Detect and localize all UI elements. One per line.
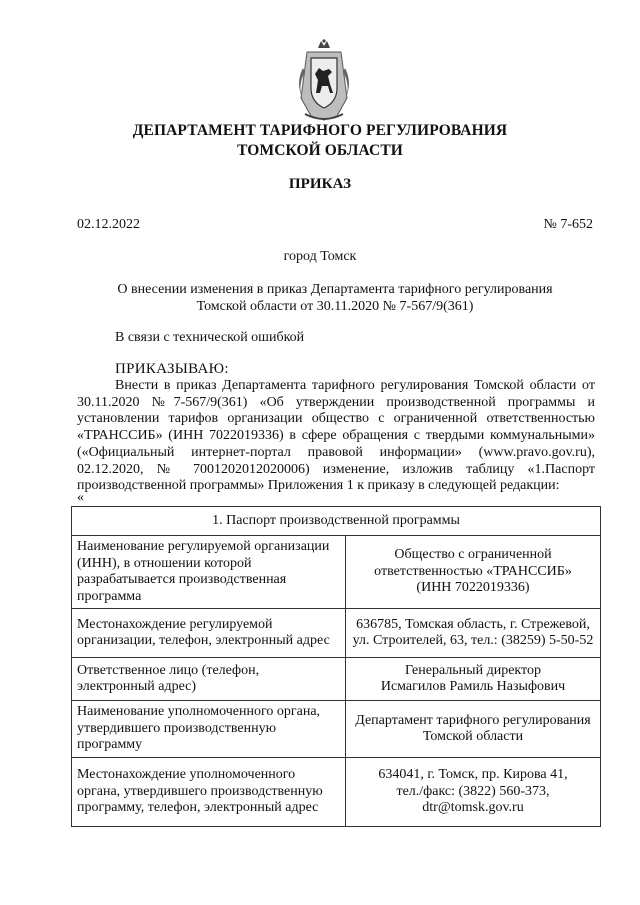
row-value: 636785, Томская область, г. Стрежевой, ул. Строителей, 63, тел.: (38259) 5-50-52 xyxy=(346,609,601,658)
order-reason: В связи с технической ошибкой xyxy=(115,330,305,345)
table-row xyxy=(72,536,601,609)
order-directive: ПРИКАЗЫВАЮ: xyxy=(115,361,229,377)
row-value: Департамент тарифного регулирования Томской области xyxy=(346,701,601,758)
order-date: 02.12.2022 xyxy=(77,217,140,232)
order-title: ПРИКАЗ xyxy=(288,176,352,192)
production-program-passport-table xyxy=(71,506,601,827)
row-label: Наименование регулируемой организации (ИНН), в отношении которой разрабатывается производственная программа xyxy=(72,536,346,609)
city-name: город Томск xyxy=(283,249,357,264)
row-label: Наименование уполномоченного органа, утвердившего производственную программу xyxy=(72,701,346,758)
department-name-line1: ДЕПАРТАМЕНТ ТАРИФНОГО РЕГУЛИРОВАНИЯ xyxy=(132,122,508,139)
order-body-text: Внести в приказ Департамента тарифного регулирования Томской области от 30.11.2020 №7-567/9(361) «Об утверждении производственной программы и установлении тарифов организации общество с ограниченной ответственностью «ТРАНССИБ» (ИНН 7022019336) в сфере обращения с твердыми коммунальными» («Официальный интернет-портал правовой информации» (www.pravo.gov.ru), 02.12.2020, № 7001202012020006) изменение, изложив таблицу «1.Паспорт производственной программы» Приложения 1 к приказу в следующей редакции: xyxy=(77,378,595,494)
row-value: Общество с ограниченной ответственностью «ТРАНССИБ» (ИНН 7022019336) xyxy=(346,536,601,609)
row-label: Местонахождение регулируемой организации, телефон, электронный адрес xyxy=(72,609,346,658)
table-row xyxy=(72,758,601,827)
table-caption: 1. Паспорт производственной программы xyxy=(72,507,601,536)
row-label: Местонахождение уполномоченного органа, утвердившего производственную программу, телефон, электронный адрес xyxy=(72,758,346,827)
subject-line: Томской области от 30.11.2020 № 7-567/9(361) xyxy=(196,299,474,314)
row-value: 634041, г. Томск, пр. Кирова 41, тел./факс: (3822) 560-373, dtr@tomsk.gov.ru xyxy=(346,758,601,827)
table-row xyxy=(72,609,601,658)
open-quote-mark: « xyxy=(77,490,84,505)
order-subject xyxy=(70,281,600,315)
table-row xyxy=(72,658,601,701)
coat-of-arms-icon xyxy=(291,38,357,122)
subject-line: О внесении изменения в приказ Департамента тарифного регулирования xyxy=(117,282,553,297)
row-label: Ответственное лицо (телефон, электронный адрес) xyxy=(72,658,346,701)
order-number: № 7-652 xyxy=(543,217,593,232)
row-value: Генеральный директор Исмагилов Рамиль Назыфович xyxy=(346,658,601,701)
table-row xyxy=(72,701,601,758)
department-name-line2: ТОМСКОЙ ОБЛАСТИ xyxy=(237,142,403,159)
